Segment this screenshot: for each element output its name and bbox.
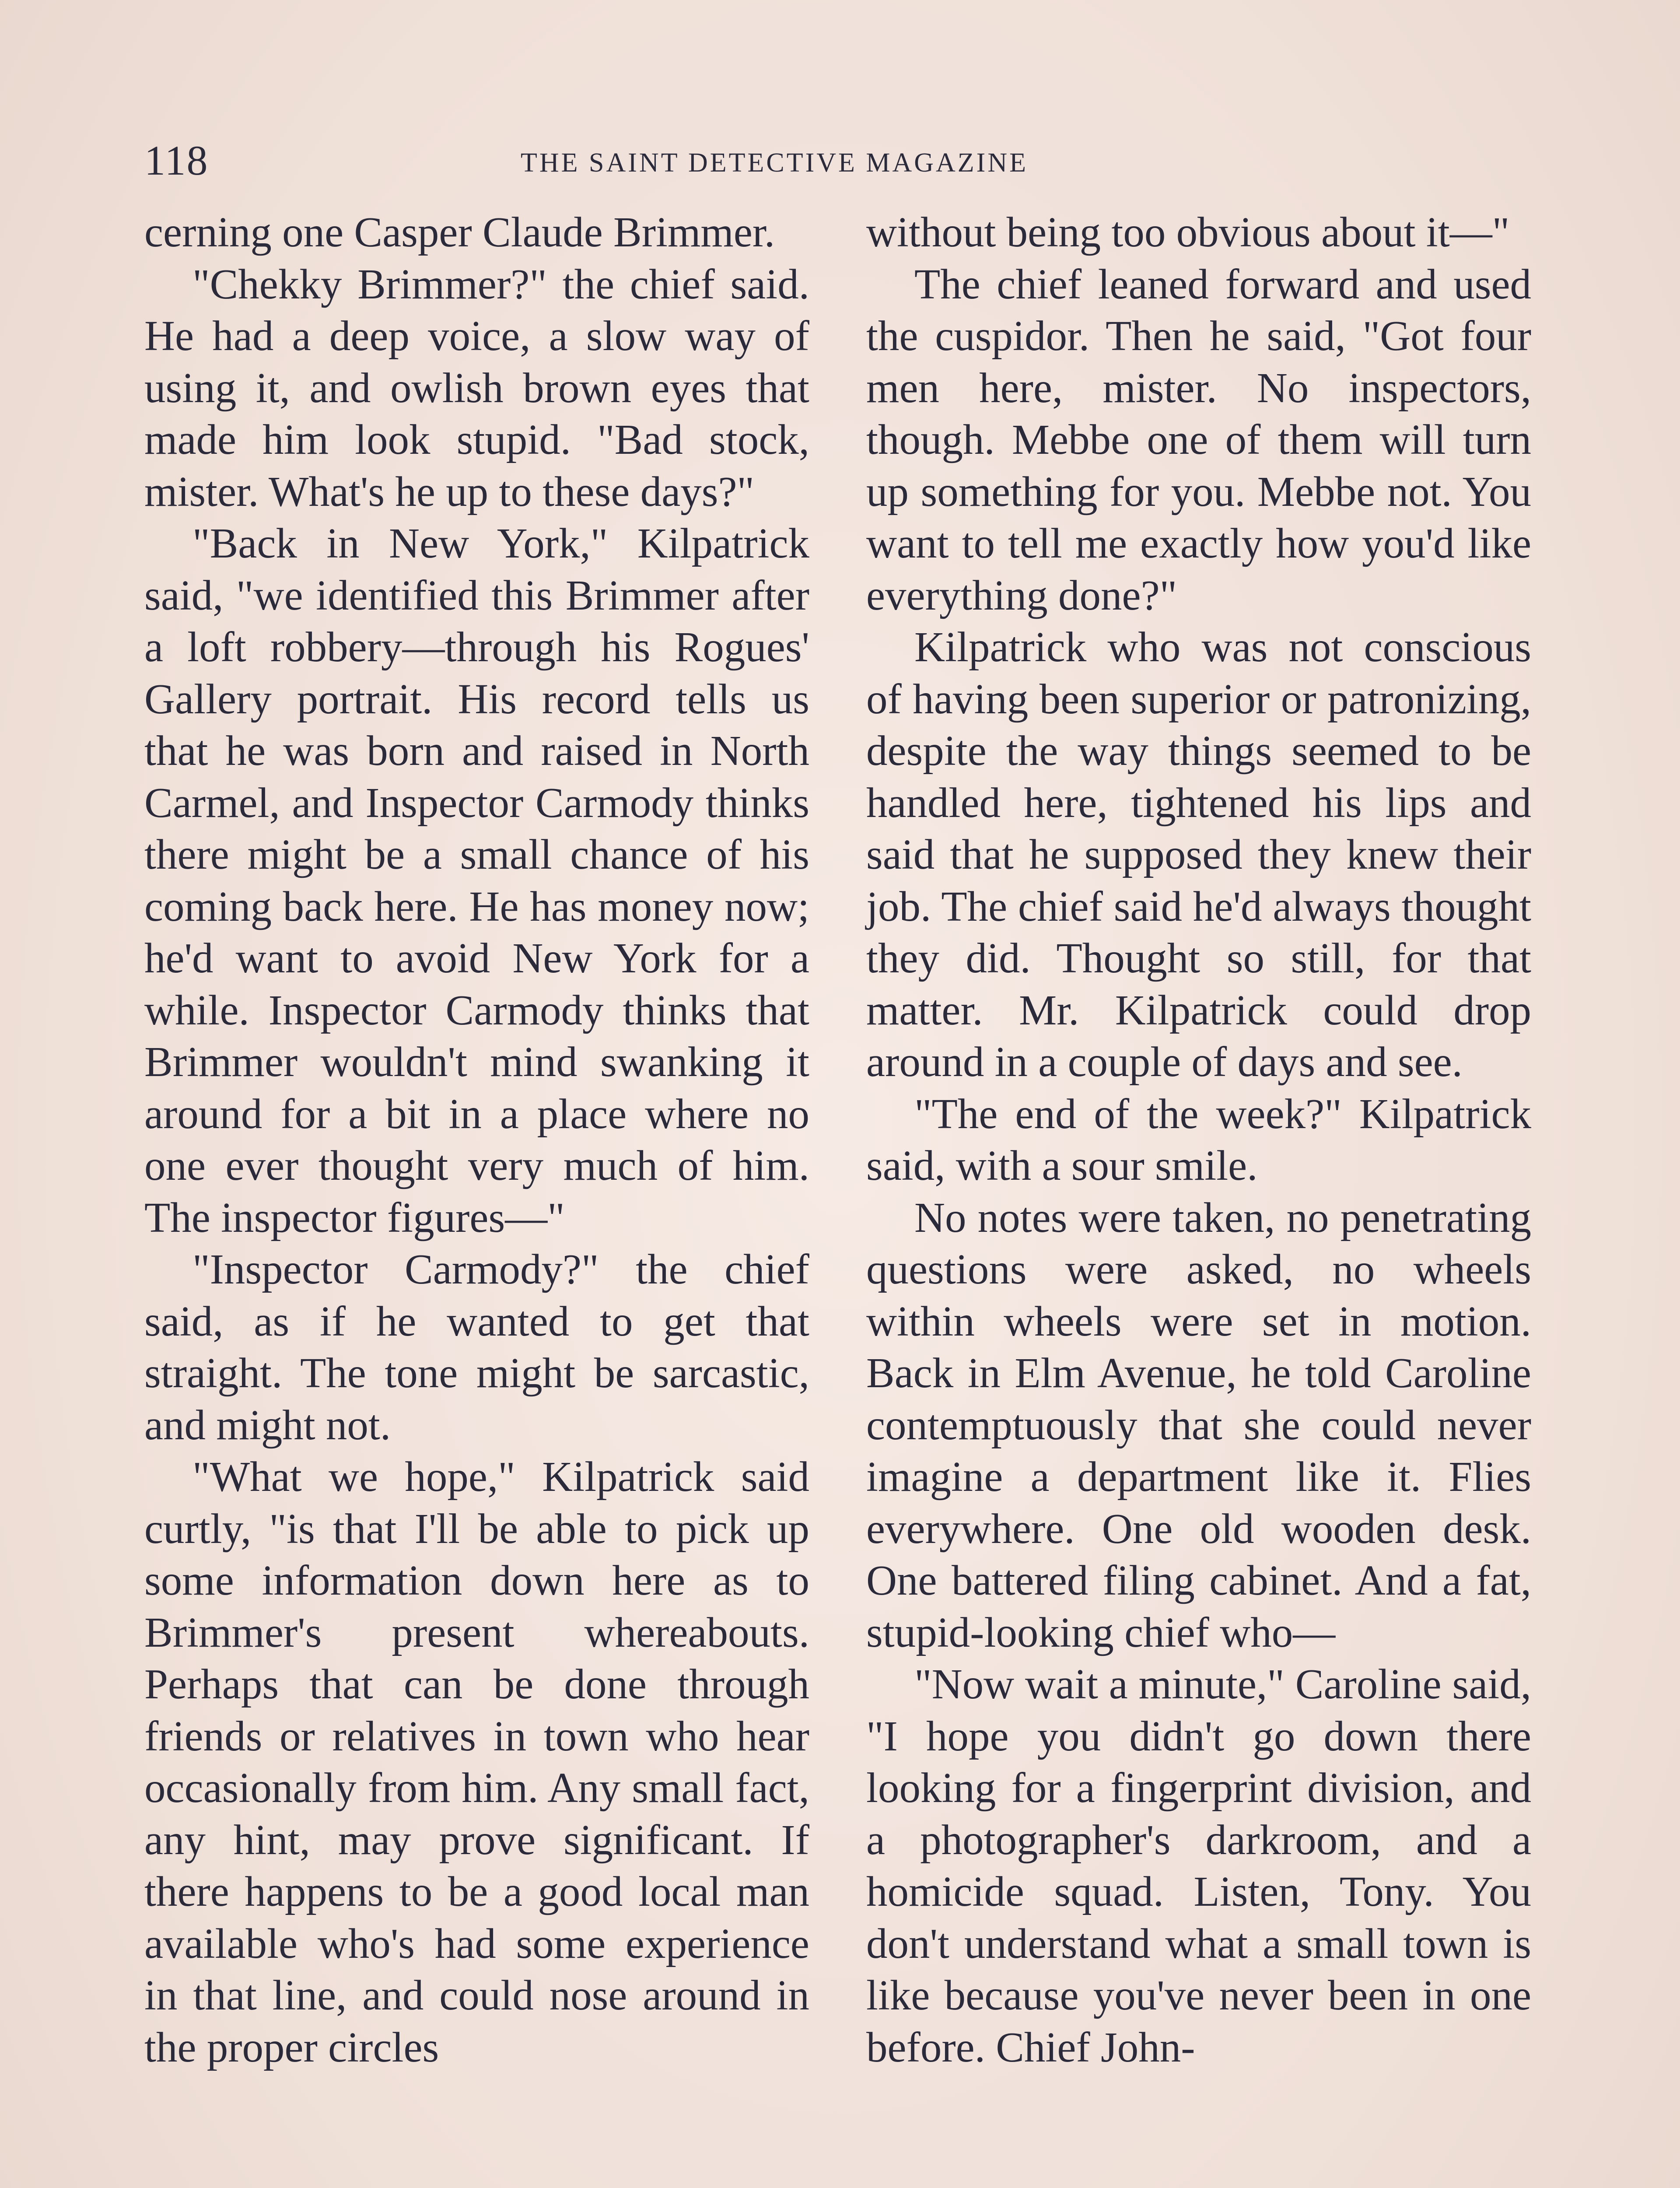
paragraph: "Back in New York," Kilpatrick said, "we identified this Brimmer after a loft robbery—through his Rogues' Gallery portrait. His record tells us that he was born and raised in North Carmel, and Inspector Carmody thinks there might be a small chance of his coming back here. He has money now; he'd want to avoid New York for a while. Inspector Carmody thinks that Brimmer wouldn't mind swanking it around for a bit in a place where no one ever thought very much of him. The inspector figures—" xyxy=(144,520,809,1241)
paragraph: without being too obvious about it—" xyxy=(866,209,1510,256)
page-header xyxy=(144,137,1544,185)
paragraph: "Inspector Carmody?" the chief said, as if he wanted to get that straight. The tone might be sarcastic, and might not. xyxy=(144,1246,809,1448)
left-column xyxy=(144,207,809,2073)
running-head: THE SAINT DETECTIVE MAGAZINE xyxy=(521,148,1028,178)
paragraph: No notes were taken, no penetrating questions were asked, no wheels within wheels were set in motion. Back in Elm Avenue, he told Caroline contemptuously that she could never imagine a department like it. Flies everywhere. One old wooden desk. One battered filing cabinet. And a fat, stupid-looking chief who— xyxy=(866,1194,1531,1656)
paragraph: The chief leaned forward and used the cuspidor. Then he said, "Got four men here, mister. No inspectors, though. Mebbe one of them will turn up something for you. Mebbe not. You want to tell me exactly how you'd like everything done?" xyxy=(866,260,1531,619)
paragraph: "The end of the week?" Kilpatrick said, with a sour smile. xyxy=(866,1090,1531,1189)
paragraph: cerning one Casper Claude Brimmer. xyxy=(144,209,775,256)
right-column xyxy=(866,207,1531,2073)
page-number: 118 xyxy=(144,137,209,184)
paragraph: "Now wait a minute," Caroline said, "I hope you didn't go down there looking for a fingerprint division, and a photographer's darkroom, and a homicide squad. Listen, Tony. You don't understand what a small town is like because you've never been in one before. Chief John- xyxy=(866,1661,1531,2071)
paragraph: "What we hope," Kilpatrick said curtly, "is that I'll be able to pick up some information down here as to Brimmer's present whereabouts. Perhaps that can be done through friends or relatives in town who hear occasionally from him. Any small fact, any hint, may prove significant. If there happens to be a good local man available who's had some experience in that line, and could nose around in the proper circles xyxy=(144,1453,809,2071)
paragraph: Kilpatrick who was not conscious of having been superior or patronizing, despite the way things seemed to be handled here, tightened his lips and said that he supposed they knew their job. The chief said he'd always thought they did. Thought so still, for that matter. Mr. Kilpatrick could drop around in a couple of days and see. xyxy=(866,624,1531,1085)
paragraph: "Chekky Brimmer?" the chief said. He had a deep voice, a slow way of using it, and owlish brown eyes that made him look stupid. "Bad stock, mister. What's he up to these days?" xyxy=(144,260,809,515)
